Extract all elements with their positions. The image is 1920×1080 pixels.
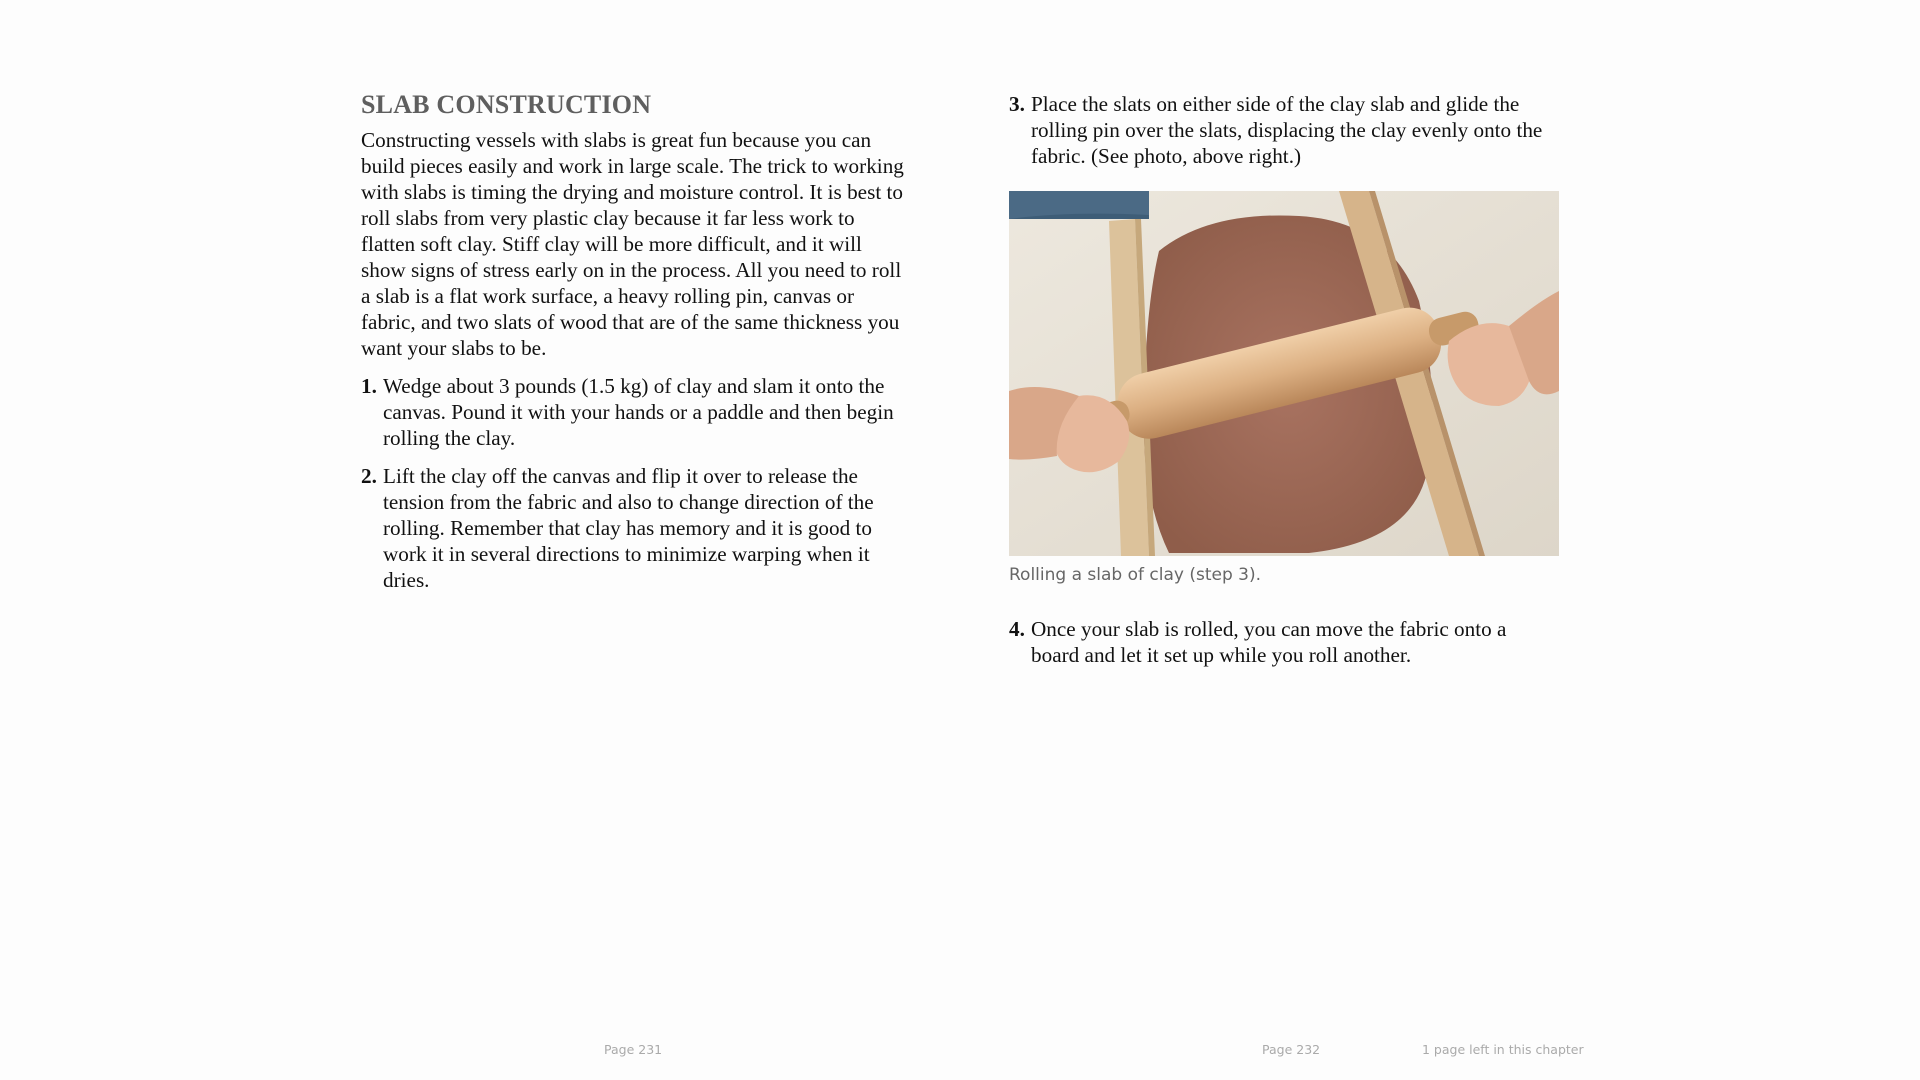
intro-paragraph: Constructing vessels with slabs is great fun because you can build pieces easily and work in large scale. The trick to working with slabs is timing the drying and moisture control. It is best to roll slabs from very plastic clay because it far less work to flatten soft clay. Stiff clay will be more difficult, and it will show signs of stress early on in the process. All you need to roll a slab is a flat work surface, a heavy rolling pin, canvas or fabric, and two slats of wood that are of the same thickness you want your slabs to be. bbox=[361, 128, 904, 360]
step-number: 1. bbox=[361, 374, 377, 398]
step-number: 2. bbox=[361, 464, 377, 488]
step-text: Lift the clay off the canvas and flip it over to release the tension from the fabric and also to change direction of the rolling. Remember that clay has memory and it is good to work it in several directions to minimize warping when it dries. bbox=[383, 464, 874, 592]
page-number-left: Page 231 bbox=[604, 1042, 663, 1057]
step-3 bbox=[1009, 91, 1559, 169]
step-4 bbox=[1009, 616, 1559, 668]
step-1 bbox=[361, 373, 906, 451]
step-number: 4. bbox=[1009, 617, 1025, 641]
step-2 bbox=[361, 463, 906, 593]
clay-rolling-illustration bbox=[1009, 191, 1559, 556]
section-heading: SLAB CONSTRUCTION bbox=[361, 90, 652, 119]
photo-caption: Rolling a slab of clay (step 3). bbox=[1009, 565, 1262, 585]
step-number: 3. bbox=[1009, 92, 1025, 116]
step-text: Wedge about 3 pounds (1.5 kg) of clay and slam it onto the canvas. Pound it with your hands or a paddle and then begin rolling the clay. bbox=[383, 374, 894, 450]
chapter-progress-note: 1 page left in this chapter bbox=[1422, 1042, 1584, 1057]
step-text: Place the slats on either side of the clay slab and glide the rolling pin over the slats, displacing the clay evenly onto the fabric. (See photo, above right.) bbox=[1031, 92, 1543, 168]
rolling-slab-photo bbox=[1009, 191, 1559, 556]
step-text: Once your slab is rolled, you can move the fabric onto a board and let it set up while you roll another. bbox=[1031, 617, 1507, 667]
page-number-right: Page 232 bbox=[1262, 1042, 1321, 1057]
